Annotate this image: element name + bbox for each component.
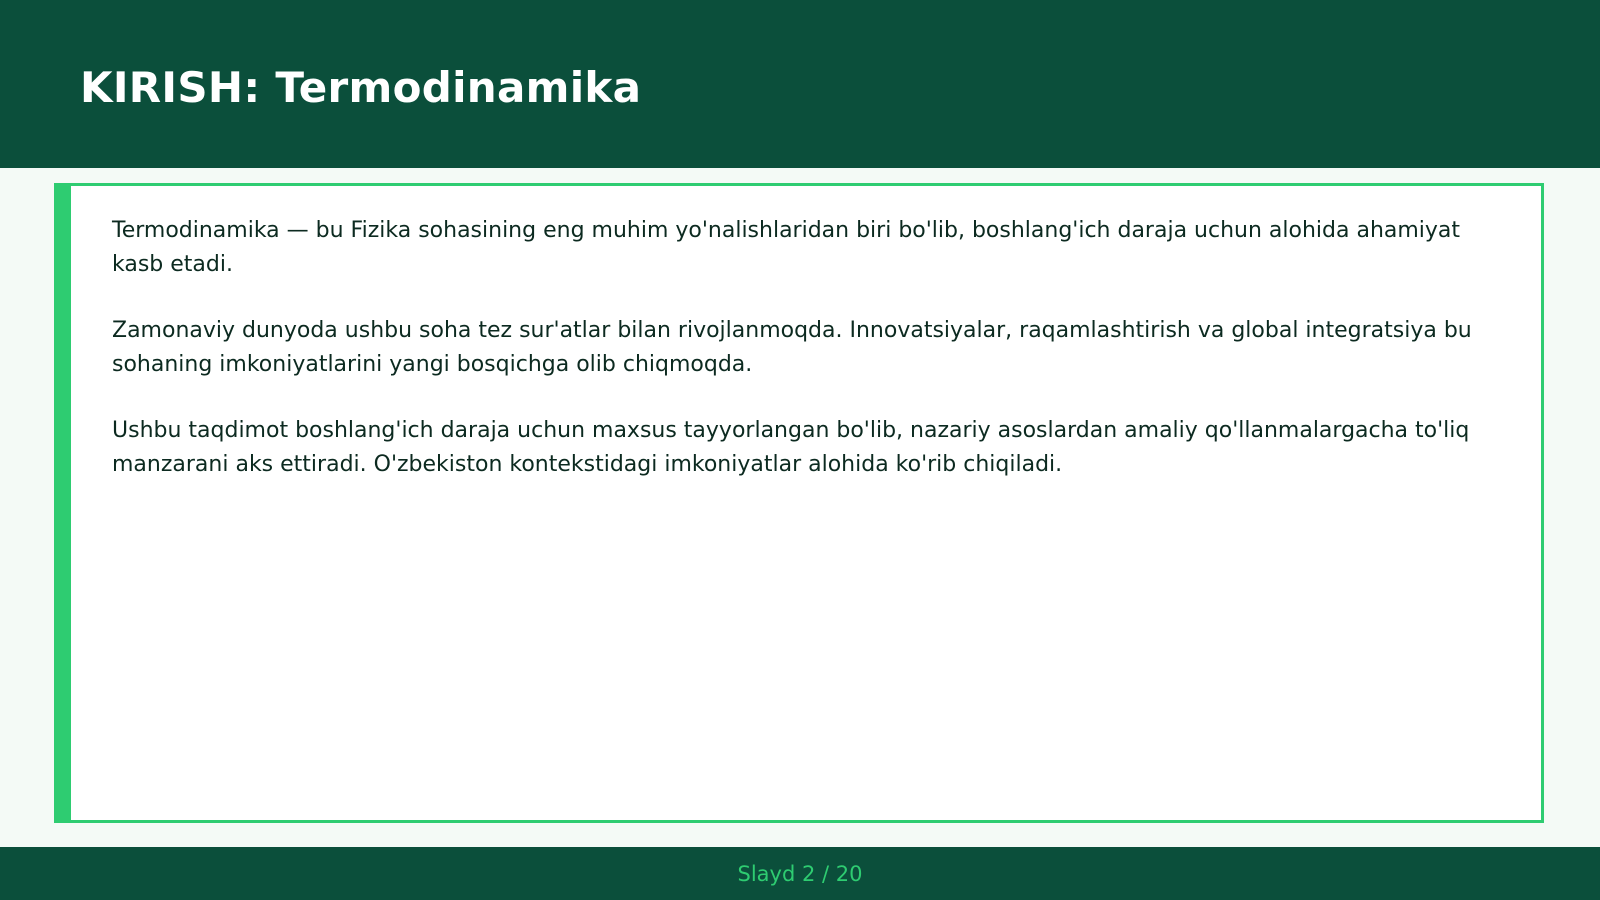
slide-footer [0,847,1600,900]
content-paragraph-3: Ushbu taqdimot boshlang'ich daraja uchun maxsus tayyorlangan bo'lib, nazariy asoslardan amaliy qo'llanmalargacha to'liq manzarani aks ettiradi. O'zbekiston kontekstidagi imkoniyatlar alohida ko'rib chiqiladi. [112,418,1470,477]
content-paragraph-2: Zamonaviy dunyoda ushbu soha tez sur'atlar bilan rivojlanmoqda. Innovatsiyalar, raqamlashtirish va global integratsiya bu sohaning imkoniyatlarini yangi bosqichga olib chiqmoqda. [112,318,1472,377]
slide-title: KIRISH: Termodinamika [80,63,642,112]
content-panel [54,183,1544,823]
content-paragraph-1: Termodinamika — bu Fizika sohasining eng muhim yo'nalishlaridan biri bo'lib, boshlang'ich daraja uchun alohida ahamiyat kasb etadi. [112,218,1461,277]
content-text [112,214,1512,514]
slide-counter: Slayd 2 / 20 [737,862,863,886]
slide-header [0,0,1600,168]
